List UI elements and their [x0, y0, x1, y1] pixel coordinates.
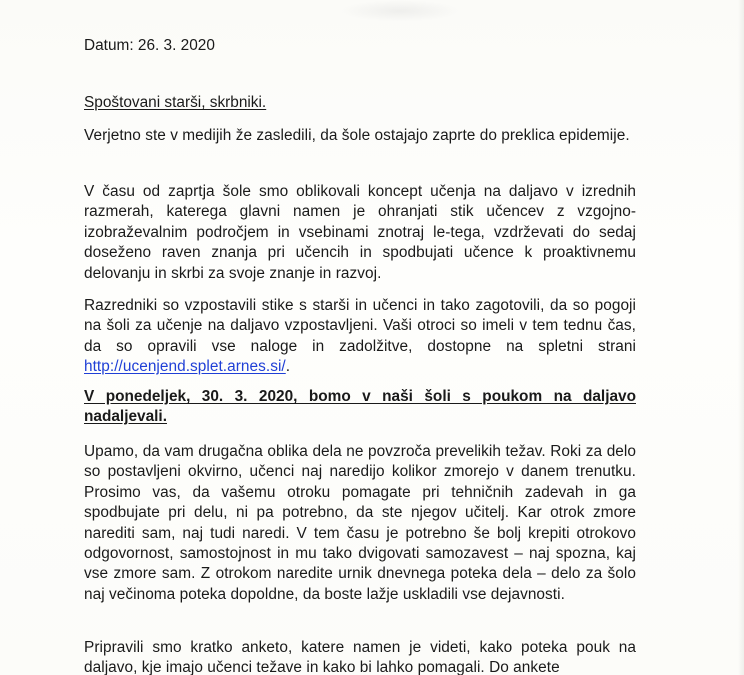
scan-edge — [738, 0, 744, 675]
paragraph-3 — [84, 296, 636, 378]
date-line: Datum: 26. 3. 2020 — [84, 37, 215, 54]
website-link[interactable]: http://ucenjend.splet.arnes.si/ — [84, 358, 286, 376]
paragraph-4: Upamo, da vam drugačna oblika dela ne povzroča prevelikih težav. Roki za delo so postavljeni okvirno, učenci naj naredijo kolikor zmorejo v danem trenutku. Prosimo vas, da vašemu otroku pomagate pri tehničnih zadevah in ga spodbujate pri delu, ni pa potrebno, da ste njegov učitelj. Kar otrok zmore narediti sam, naj tudi naredi. V tem času je potrebno še bolj krepiti otrokovo odgovornost, samostojnost in mu tako dvigovati samozavest – naj spozna, kaj vse zmore sam. Z otrokom naredite urnik dnevnega poteka dela – delo za šolo naj večinoma poteka dopoldne, da boste lažje uskladili vse dejavnosti. — [84, 443, 636, 603]
paragraph-2: V času od zaprtja šole smo oblikovali koncept učenja na daljavo v izrednih razmerah, katerega glavni namen je ohranjati stik učencev z vzgojno-izobraževalnim področjem in vsebinami znotraj le-tega, vzdrževati do sedaj doseženo raven znanja pri učencih in spodbujati učence k proaktivnemu delovanju in skrbi za svoje znanje in razvoj. — [84, 183, 636, 282]
paragraph-1: Verjetno ste v medijih že zasledili, da šole ostajajo zaprte do preklica epidemije. — [84, 127, 630, 144]
salutation: Spoštovani starši, skrbniki. — [84, 94, 267, 111]
announcement-heading: V ponedeljek, 30. 3. 2020, bomo v naši šoli s poukom na daljavo nadaljevali. — [84, 388, 636, 425]
paragraph-5: Pripravili smo kratko anketo, katere namen je videti, kako poteka pouk na daljavo, kje imajo učenci težave in kako bi lahko pomagali. Do ankete — [84, 639, 636, 675]
paragraph-3-text: Razredniki so vzpostavili stike s starši in učenci in tako zagotovili, da so pogoji na šoli za učenje na daljavo vzpostavljeni. Vaši otroci so imeli v tem tednu čas, da so opravili vse naloge in zadolžitve, dostopne na spletni strani — [84, 297, 636, 355]
paragraph-3-end: . — [285, 358, 291, 376]
scan-artifact — [340, 0, 460, 22]
